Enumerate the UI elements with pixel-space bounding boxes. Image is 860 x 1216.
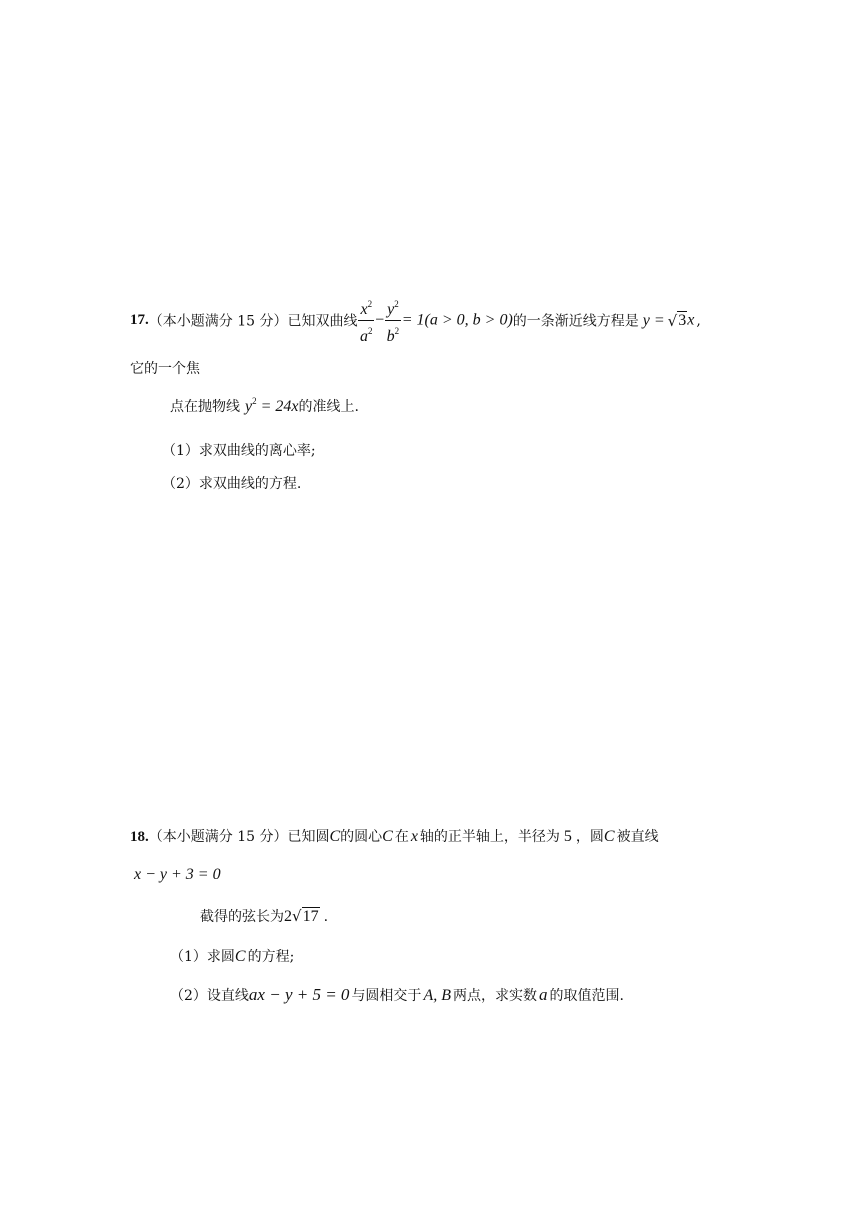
sqrt-icon: √	[667, 311, 678, 330]
q18-chord-rad: 17	[302, 908, 319, 925]
q17-asym-var: x	[687, 311, 695, 329]
q18-sub2-pts: A, B	[423, 987, 451, 1004]
q18-radius: 5	[563, 828, 572, 845]
q18-sub2-mid2: 两点，求实数	[452, 988, 537, 1004]
q17-line3-post: 的准线上.	[298, 399, 359, 415]
q18-number: 18.	[130, 829, 149, 845]
q17-parabola-y: $y^2$	[245, 396, 257, 415]
q17-asym-coef: 3	[678, 311, 687, 329]
q18-sub1-c: C	[234, 948, 246, 965]
q17-eq-rhs: = 1(a > 0, b > 0)	[401, 311, 513, 329]
q18-t1: 的圆心	[340, 829, 383, 845]
q17-minus: −	[375, 311, 385, 329]
q18-sub2-mid: 与圆相交于	[351, 988, 422, 1004]
q18-sub2-post: 的取值范围.	[549, 988, 624, 1004]
q17-frac-y: $\frac{y^2}{b^2}$	[385, 294, 401, 347]
q18-line1	[130, 826, 659, 846]
q18-c3: C	[603, 828, 615, 845]
q18-sub2-pre: （2）设直线	[170, 988, 249, 1004]
q17-intro: （本小题满分 15 分）已知双曲线	[148, 313, 358, 330]
q18-chord-pre: 截得的弦长为	[200, 909, 284, 925]
q18-sub1-post: 的方程;	[247, 949, 295, 965]
q17-frac-x: $\frac{x^2}{a^2}$	[358, 294, 374, 347]
q18-sub1-pre: （1）求圆	[170, 949, 235, 965]
q18-c2: C	[382, 828, 393, 845]
q18-t5: 被直线	[616, 829, 659, 845]
q18-line-eq: x − y + 3 = 0	[134, 866, 221, 883]
q18-c1: C	[329, 828, 341, 845]
q18-sub2-eq: ax − y + 5 = 0	[248, 985, 350, 1004]
q17-asym-lhs: y =	[642, 311, 665, 329]
q17-asymptote-text: 的一条渐近线方程是	[512, 313, 639, 330]
q18-x: x	[410, 828, 418, 845]
q18-chord-line	[200, 906, 328, 926]
q18-sub1	[170, 946, 294, 966]
q18-t3: 轴的正半轴上，半径为	[419, 829, 560, 845]
q18-chord-coef: 2	[284, 908, 292, 925]
q18-sub2-a: a	[538, 985, 548, 1004]
q17-line3-pre: 点在抛物线	[170, 399, 240, 415]
q17-line2: 它的一个焦	[130, 361, 200, 377]
sqrt-icon: √	[292, 907, 302, 925]
q17-number: 17.	[130, 312, 149, 328]
q17-parabola-rest: = 24x	[260, 398, 299, 415]
q18-intro: （本小题满分 15 分）已知圆	[148, 829, 330, 845]
q18-sub2	[170, 985, 624, 1005]
q18-chord-post: .	[323, 909, 329, 925]
q17-sub1: （1）求双曲线的离心率;	[162, 443, 316, 459]
q17-comma: ,	[696, 312, 701, 329]
q17-sub2: （2）求双曲线的方程.	[162, 476, 302, 492]
q18-t4: ，圆	[575, 829, 604, 845]
q17-line1	[130, 294, 701, 347]
q18-t2: 在	[394, 829, 409, 845]
q17-line3	[170, 396, 359, 416]
